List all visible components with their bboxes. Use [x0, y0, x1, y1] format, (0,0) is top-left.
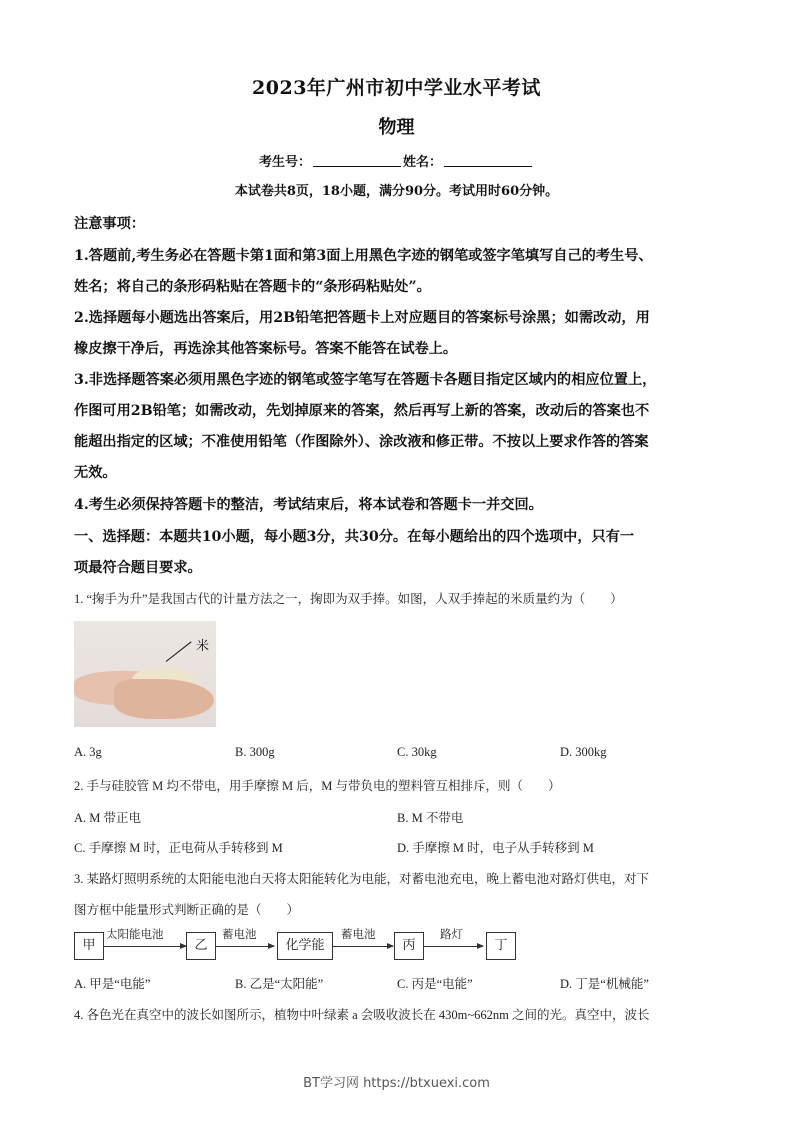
q1-option-b: B. 300g — [235, 745, 275, 759]
notice-line: 橡皮擦干净后，再选涂其他答案标号。答案不能答在试卷上。 — [74, 341, 458, 357]
question-2-stem: 2. 手与硅胶管 M 均不带电，用手摩擦 M 后，M 与带负电的塑料管互相排斥，则（ ） — [74, 779, 561, 793]
notice-line: 无效。 — [74, 465, 117, 481]
question-1-stem: 1. “掬手为升”是我国古代的计量方法之一，掬即为双手捧。如图，人双手捧起的米质量约为（ ） — [74, 592, 623, 606]
exam-id-blank — [313, 154, 401, 167]
hand-shape — [114, 679, 214, 719]
question-3-stem: 图方框中能量形式判断正确的是（ ） — [74, 903, 300, 917]
q1-option-c: C. 30kg — [397, 745, 437, 759]
arrow-label: 蓄电池 — [222, 927, 257, 941]
q3-option-a: A. 甲是“电能” — [74, 977, 151, 991]
q1-option-a: A. 3g — [74, 745, 102, 759]
notice-line: 2.选择题每小题选出答案后，用2B铅笔把答题卡上对应题目的答案标号涂黑；如需改动，用 — [74, 310, 650, 326]
notice-line: 3.非选择题答案必须用黑色字迹的钢笔或签字笔写在答题卡各题目指定区域内的相应位置上， — [74, 372, 657, 388]
notice-line: 作图可用2B铅笔；如需改动，先划掉原来的答案，然后再写上新的答案，改动后的答案也不 — [74, 403, 650, 419]
q1-option-d: D. 300kg — [560, 745, 607, 759]
watermark: BT学习网 https://btxuexi.com — [303, 1076, 490, 1091]
arrow-label: 路灯 — [440, 927, 463, 941]
box-ding: 丁 — [486, 932, 516, 960]
q3-option-b: B. 乙是“太阳能” — [235, 977, 324, 991]
leader-line — [166, 641, 192, 661]
q2-option-b: B. M 不带电 — [397, 811, 464, 825]
name-blank — [444, 154, 532, 167]
q3-option-c: C. 丙是“电能” — [397, 977, 473, 991]
arrow-label: 蓄电池 — [341, 927, 376, 941]
hands-rice-image — [74, 621, 216, 727]
box-bing: 丙 — [394, 932, 424, 960]
notice-line: 4.考生必须保持答题卡的整洁，考试结束后，将本试卷和答题卡一并交回。 — [74, 497, 543, 513]
arrow-icon — [332, 946, 393, 947]
arrow-icon — [215, 946, 274, 947]
name-label: 姓名： — [403, 155, 443, 170]
arrow-icon — [423, 946, 483, 947]
box-jia: 甲 — [74, 932, 104, 960]
notice-line: 1.答题前,考生务必在答题卡第1面和第3面上用黑色字迹的钢笔或签字笔填写自己的考生号、 — [74, 248, 653, 264]
exam-info: 本试卷共8页，18小题，满分90分。考试用时60分钟。 — [234, 184, 559, 199]
box-chemical-energy: 化学能 — [277, 932, 333, 960]
notice-heading: 注意事项： — [74, 216, 145, 232]
exam-id-label: 考生号： — [258, 155, 311, 170]
q2-option-d: D. 手摩擦 M 时，电子从手转移到 M — [397, 841, 594, 855]
q2-option-c: C. 手摩擦 M 时，正电荷从手转移到 M — [74, 841, 283, 855]
exam-title: 2023年广州市初中学业水平考试 — [252, 77, 541, 99]
question-4-stem: 4. 各色光在真空中的波长如图所示，植物中叶绿素 a 会吸收波长在 430m~662nm 之间的光。真空中，波长 — [74, 1008, 650, 1022]
section-heading: 一、选择题：本题共10小题，每小题3分，共30分。在每小题给出的四个选项中，只有一 — [74, 529, 635, 545]
rice-label: 米 — [196, 639, 210, 654]
section-heading: 项最符合题目要求。 — [74, 560, 202, 576]
subject-title: 物理 — [378, 117, 415, 138]
notice-line: 姓名；将自己的条形码粘贴在答题卡的“条形码粘贴处”。 — [74, 279, 431, 295]
arrow-icon — [103, 946, 186, 947]
notice-line: 能超出指定的区域；不准使用铅笔（作图除外）、涂改液和修正带。不按以上要求作答的答案 — [74, 434, 649, 450]
q2-option-a: A. M 带正电 — [74, 811, 142, 825]
q3-option-d: D. 丁是“机械能” — [560, 977, 649, 991]
box-yi: 乙 — [186, 932, 216, 960]
question-3-stem: 3. 某路灯照明系统的太阳能电池白天将太阳能转化为电能，对蓄电池充电，晚上蓄电池对路灯供电，对下 — [74, 872, 650, 886]
arrow-label: 太阳能电池 — [106, 927, 164, 941]
candidate-fields — [0, 151, 793, 170]
